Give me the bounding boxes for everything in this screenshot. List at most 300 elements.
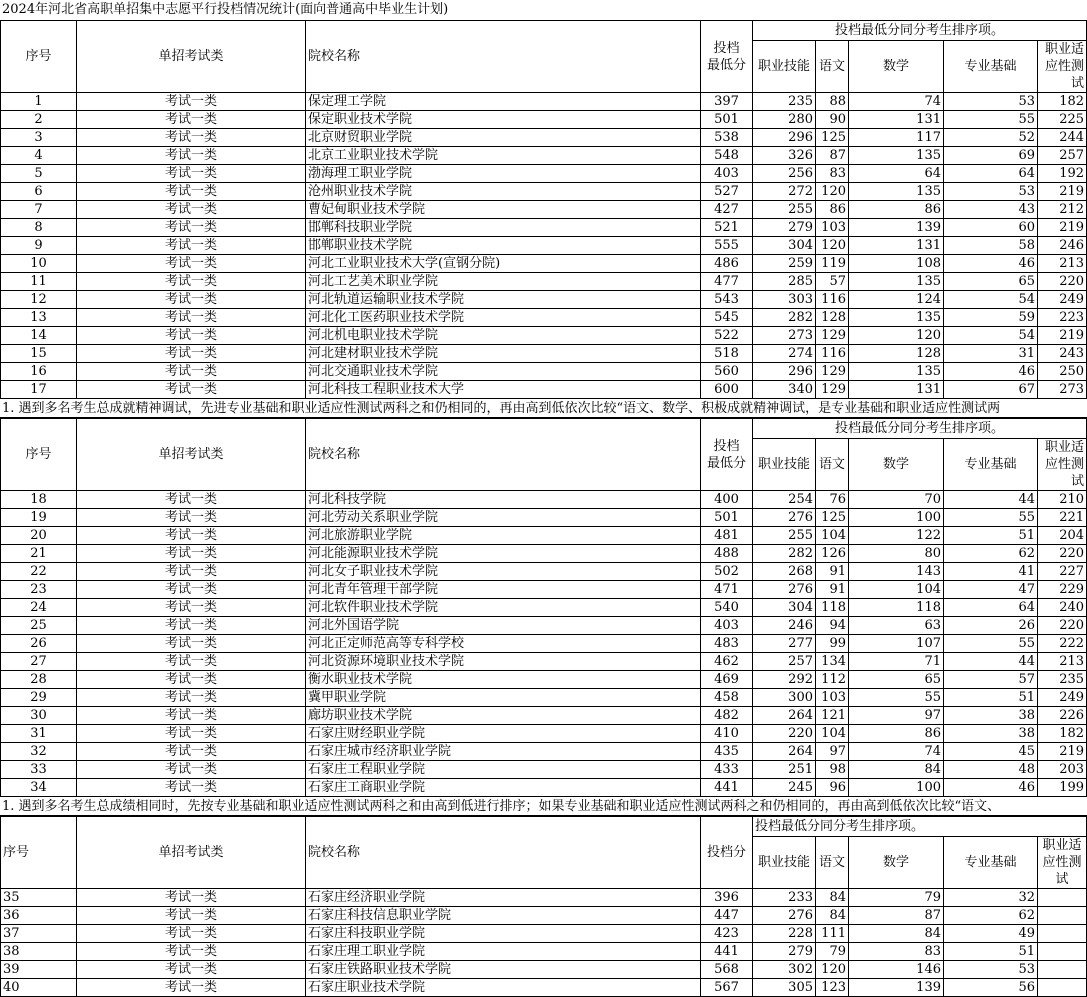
cell-category: 考试一类 <box>77 201 306 219</box>
cell-aptitude <box>1038 925 1087 943</box>
cell-skill: 259 <box>753 255 816 273</box>
cell-skill: 268 <box>753 563 816 581</box>
cell-basic: 53 <box>944 93 1038 111</box>
cell-aptitude: 221 <box>1038 509 1087 527</box>
cell-chinese: 84 <box>816 889 849 907</box>
cell-aptitude: 273 <box>1038 381 1087 399</box>
table-row <box>1 743 1087 761</box>
cell-category: 考试一类 <box>77 925 306 943</box>
cell-math: 118 <box>849 599 944 617</box>
cell-skill: 285 <box>753 273 816 291</box>
cell-chinese: 86 <box>816 201 849 219</box>
cell-min-score: 441 <box>701 943 753 961</box>
header-skill: 职业技能 <box>753 837 816 889</box>
table-row <box>1 725 1087 743</box>
table-row <box>1 255 1087 273</box>
cell-aptitude: 213 <box>1038 653 1087 671</box>
cell-aptitude: 227 <box>1038 563 1087 581</box>
cell-math: 122 <box>849 527 944 545</box>
cell-basic: 46 <box>944 255 1038 273</box>
header-skill: 职业技能 <box>753 41 816 93</box>
cell-seq: 14 <box>1 327 77 345</box>
table-row <box>1 291 1087 309</box>
cell-seq: 4 <box>1 147 77 165</box>
cell-basic: 43 <box>944 201 1038 219</box>
cell-math: 131 <box>849 237 944 255</box>
cell-aptitude: 204 <box>1038 527 1087 545</box>
cell-skill: 302 <box>753 961 816 979</box>
table-row <box>1 491 1087 509</box>
cell-category: 考试一类 <box>77 707 306 725</box>
header-min-score: 投档分 <box>701 817 753 889</box>
cell-min-score: 521 <box>701 219 753 237</box>
cell-seq: 31 <box>1 725 77 743</box>
cell-min-score: 527 <box>701 183 753 201</box>
cell-aptitude: 199 <box>1038 779 1087 797</box>
cell-school: 河北工业职业技术大学(宣钢分院) <box>306 255 701 273</box>
cell-aptitude: 229 <box>1038 581 1087 599</box>
cell-chinese: 103 <box>816 219 849 237</box>
cell-seq: 32 <box>1 743 77 761</box>
cell-basic: 41 <box>944 563 1038 581</box>
cell-school: 石家庄经济职业学院 <box>306 889 701 907</box>
cell-aptitude: 240 <box>1038 599 1087 617</box>
cell-skill: 245 <box>753 779 816 797</box>
cell-chinese: 128 <box>816 309 849 327</box>
cell-school: 衡水职业技术学院 <box>306 671 701 689</box>
cell-min-score: 403 <box>701 165 753 183</box>
header-math: 数学 <box>849 439 944 491</box>
cell-category: 考试一类 <box>77 237 306 255</box>
cell-basic: 46 <box>944 779 1038 797</box>
cell-skill: 276 <box>753 509 816 527</box>
cell-aptitude: 212 <box>1038 201 1087 219</box>
cell-aptitude: 235 <box>1038 671 1087 689</box>
cell-min-score: 435 <box>701 743 753 761</box>
cell-category: 考试一类 <box>77 979 306 997</box>
cell-chinese: 88 <box>816 93 849 111</box>
cell-math: 146 <box>849 961 944 979</box>
cell-skill: 228 <box>753 925 816 943</box>
cell-chinese: 116 <box>816 345 849 363</box>
cell-basic: 56 <box>944 979 1038 997</box>
cell-min-score: 400 <box>701 491 753 509</box>
cell-basic: 32 <box>944 889 1038 907</box>
cell-basic: 44 <box>944 653 1038 671</box>
cell-min-score: 560 <box>701 363 753 381</box>
table-row <box>1 979 1087 997</box>
cell-aptitude: 220 <box>1038 617 1087 635</box>
cell-skill: 246 <box>753 617 816 635</box>
cell-category: 考试一类 <box>77 635 306 653</box>
cell-school: 石家庄铁路职业技术学院 <box>306 961 701 979</box>
header-min-score <box>701 21 753 93</box>
cell-school: 河北外国语学院 <box>306 617 701 635</box>
cell-category: 考试一类 <box>77 617 306 635</box>
cell-min-score: 488 <box>701 545 753 563</box>
cell-min-score: 501 <box>701 111 753 129</box>
cell-school: 河北劳动关系职业学院 <box>306 509 701 527</box>
cell-seq: 25 <box>1 617 77 635</box>
cell-aptitude: 250 <box>1038 363 1087 381</box>
footnote-2: 1. 遇到多名考生总成绩相同时，先按专业基础和职业适应性测试两科之和由高到低进行排序；如果专业基础和职业适应性测试两科之和仍相同的，再由高到低依次比较“语文、 <box>0 797 1087 816</box>
cell-basic: 51 <box>944 943 1038 961</box>
cell-aptitude: 257 <box>1038 147 1087 165</box>
cell-aptitude: 219 <box>1038 743 1087 761</box>
cell-chinese: 120 <box>816 183 849 201</box>
cell-skill: 235 <box>753 93 816 111</box>
cell-math: 135 <box>849 183 944 201</box>
header-math: 数学 <box>849 41 944 93</box>
cell-category: 考试一类 <box>77 183 306 201</box>
cell-math: 84 <box>849 925 944 943</box>
cell-category: 考试一类 <box>77 111 306 129</box>
cell-math: 131 <box>849 111 944 129</box>
cell-min-score: 600 <box>701 381 753 399</box>
cell-math: 97 <box>849 707 944 725</box>
cell-category: 考试一类 <box>77 93 306 111</box>
cell-min-score: 410 <box>701 725 753 743</box>
cell-aptitude <box>1038 889 1087 907</box>
cell-basic: 62 <box>944 545 1038 563</box>
table-row <box>1 599 1087 617</box>
table-row <box>1 635 1087 653</box>
cell-math: 86 <box>849 725 944 743</box>
table-row <box>1 237 1087 255</box>
cell-chinese: 91 <box>816 581 849 599</box>
cell-math: 64 <box>849 165 944 183</box>
header-basic: 专业基础 <box>944 837 1038 889</box>
cell-seq: 39 <box>1 961 77 979</box>
page-title: 2024年河北省高职单招集中志愿平行投档情况统计(面向普通高中毕业生计划) <box>2 2 449 17</box>
table-row <box>1 671 1087 689</box>
cell-category: 考试一类 <box>77 689 306 707</box>
cell-aptitude: 219 <box>1038 327 1087 345</box>
cell-school: 渤海理工职业学院 <box>306 165 701 183</box>
cell-seq: 6 <box>1 183 77 201</box>
cell-chinese: 98 <box>816 761 849 779</box>
cell-math: 135 <box>849 147 944 165</box>
cell-chinese: 90 <box>816 111 849 129</box>
cell-aptitude: 249 <box>1038 689 1087 707</box>
cell-category: 考试一类 <box>77 527 306 545</box>
cell-min-score: 545 <box>701 309 753 327</box>
cell-math: 80 <box>849 545 944 563</box>
cell-min-score: 540 <box>701 599 753 617</box>
cell-seq: 38 <box>1 943 77 961</box>
cell-min-score: 543 <box>701 291 753 309</box>
cell-min-score: 396 <box>701 889 753 907</box>
cell-skill: 303 <box>753 291 816 309</box>
cell-school: 河北资源环境职业技术学院 <box>306 653 701 671</box>
cell-basic: 31 <box>944 345 1038 363</box>
cell-basic: 47 <box>944 581 1038 599</box>
table-row <box>1 309 1087 327</box>
header-category: 单招考试类 <box>77 21 306 93</box>
cell-chinese: 129 <box>816 381 849 399</box>
cell-skill: 279 <box>753 943 816 961</box>
footnote-1: 1. 遇到多名考生总成就精神调试，先进专业基础和职业适应性测试两科之和仍相同的，再由高到低依次比较“语文、数学、积极成就精神调试，是专业基础和职业适应性测试两 <box>0 399 1087 418</box>
cell-basic: 53 <box>944 961 1038 979</box>
cell-school: 石家庄城市经济职业学院 <box>306 743 701 761</box>
cell-aptitude: 249 <box>1038 291 1087 309</box>
header-basic: 专业基础 <box>944 41 1038 93</box>
cell-seq: 21 <box>1 545 77 563</box>
cell-seq: 26 <box>1 635 77 653</box>
cell-aptitude: 203 <box>1038 761 1087 779</box>
cell-math: 70 <box>849 491 944 509</box>
cell-min-score: 538 <box>701 129 753 147</box>
cell-basic: 44 <box>944 491 1038 509</box>
cell-aptitude: 243 <box>1038 345 1087 363</box>
cell-min-score: 462 <box>701 653 753 671</box>
cell-basic: 69 <box>944 147 1038 165</box>
cell-aptitude: 220 <box>1038 545 1087 563</box>
cell-chinese: 96 <box>816 779 849 797</box>
cell-skill: 272 <box>753 183 816 201</box>
cell-basic: 48 <box>944 761 1038 779</box>
table-row <box>1 779 1087 797</box>
cell-seq: 5 <box>1 165 77 183</box>
cell-aptitude <box>1038 907 1087 925</box>
cell-school: 保定职业技术学院 <box>306 111 701 129</box>
score-table-2 <box>0 418 1087 797</box>
table-row <box>1 563 1087 581</box>
cell-chinese: 104 <box>816 725 849 743</box>
cell-seq: 29 <box>1 689 77 707</box>
cell-math: 55 <box>849 689 944 707</box>
cell-basic: 26 <box>944 617 1038 635</box>
cell-math: 107 <box>849 635 944 653</box>
cell-category: 考试一类 <box>77 381 306 399</box>
cell-category: 考试一类 <box>77 779 306 797</box>
cell-chinese: 125 <box>816 129 849 147</box>
cell-chinese: 126 <box>816 545 849 563</box>
cell-school: 河北正定师范高等专科学校 <box>306 635 701 653</box>
table-row <box>1 129 1087 147</box>
cell-skill: 254 <box>753 491 816 509</box>
cell-seq: 35 <box>1 889 77 907</box>
cell-school: 河北软件职业技术学院 <box>306 599 701 617</box>
cell-skill: 282 <box>753 545 816 563</box>
cell-category: 考试一类 <box>77 491 306 509</box>
cell-chinese: 83 <box>816 165 849 183</box>
cell-math: 71 <box>849 653 944 671</box>
table-row <box>1 545 1087 563</box>
cell-seq: 3 <box>1 129 77 147</box>
header-min-score <box>701 419 753 491</box>
cell-category: 考试一类 <box>77 309 306 327</box>
cell-chinese: 116 <box>816 291 849 309</box>
cell-chinese: 129 <box>816 327 849 345</box>
table-row <box>1 327 1087 345</box>
header-chinese: 语文 <box>816 837 849 889</box>
table-row <box>1 761 1087 779</box>
cell-school: 河北工艺美术职业学院 <box>306 273 701 291</box>
cell-basic: 55 <box>944 509 1038 527</box>
cell-skill: 264 <box>753 707 816 725</box>
cell-skill: 257 <box>753 653 816 671</box>
cell-chinese: 94 <box>816 617 849 635</box>
cell-math: 63 <box>849 617 944 635</box>
cell-category: 考试一类 <box>77 943 306 961</box>
cell-math: 74 <box>849 743 944 761</box>
cell-school: 北京工业职业技术学院 <box>306 147 701 165</box>
cell-school: 河北建材职业技术学院 <box>306 345 701 363</box>
cell-aptitude <box>1038 979 1087 997</box>
cell-seq: 15 <box>1 345 77 363</box>
cell-aptitude: 210 <box>1038 491 1087 509</box>
header-min-score-line1: 投档 <box>713 438 740 454</box>
cell-school: 河北化工医药职业技术学院 <box>306 309 701 327</box>
cell-chinese: 91 <box>816 563 849 581</box>
cell-category: 考试一类 <box>77 545 306 563</box>
cell-min-score: 567 <box>701 979 753 997</box>
cell-seq: 36 <box>1 907 77 925</box>
cell-basic: 65 <box>944 273 1038 291</box>
cell-category: 考试一类 <box>77 563 306 581</box>
cell-school: 河北能源职业技术学院 <box>306 545 701 563</box>
cell-min-score: 471 <box>701 581 753 599</box>
cell-school: 石家庄科技职业学院 <box>306 925 701 943</box>
cell-category: 考试一类 <box>77 743 306 761</box>
cell-min-score: 548 <box>701 147 753 165</box>
cell-basic: 45 <box>944 743 1038 761</box>
cell-math: 100 <box>849 779 944 797</box>
header-tiebreak-group: 投档最低分同分考生排序项。 <box>753 21 1087 41</box>
cell-basic: 58 <box>944 237 1038 255</box>
table-row <box>1 345 1087 363</box>
table-row <box>1 509 1087 527</box>
cell-skill: 274 <box>753 345 816 363</box>
table-row <box>1 147 1087 165</box>
cell-chinese: 120 <box>816 237 849 255</box>
cell-school: 河北青年管理干部学院 <box>306 581 701 599</box>
table-row <box>1 273 1087 291</box>
cell-seq: 1 <box>1 93 77 111</box>
table-row <box>1 165 1087 183</box>
cell-math: 86 <box>849 201 944 219</box>
score-table-1 <box>0 20 1087 399</box>
cell-aptitude <box>1038 961 1087 979</box>
cell-math: 139 <box>849 979 944 997</box>
table-row <box>1 111 1087 129</box>
cell-aptitude: 226 <box>1038 707 1087 725</box>
cell-basic: 57 <box>944 671 1038 689</box>
cell-seq: 40 <box>1 979 77 997</box>
cell-basic: 67 <box>944 381 1038 399</box>
cell-aptitude: 213 <box>1038 255 1087 273</box>
header-category: 单招考试类 <box>77 419 306 491</box>
table-row <box>1 527 1087 545</box>
cell-min-score: 481 <box>701 527 753 545</box>
cell-min-score: 427 <box>701 201 753 219</box>
cell-aptitude: 244 <box>1038 129 1087 147</box>
cell-category: 考试一类 <box>77 907 306 925</box>
cell-skill: 292 <box>753 671 816 689</box>
cell-category: 考试一类 <box>77 129 306 147</box>
cell-math: 120 <box>849 327 944 345</box>
cell-category: 考试一类 <box>77 725 306 743</box>
cell-skill: 251 <box>753 761 816 779</box>
cell-aptitude <box>1038 943 1087 961</box>
cell-basic: 59 <box>944 309 1038 327</box>
cell-school: 河北科技工程职业技术大学 <box>306 381 701 399</box>
cell-chinese: 120 <box>816 961 849 979</box>
cell-school: 石家庄财经职业学院 <box>306 725 701 743</box>
cell-category: 考试一类 <box>77 363 306 381</box>
cell-basic: 51 <box>944 527 1038 545</box>
cell-chinese: 84 <box>816 907 849 925</box>
table-row <box>1 581 1087 599</box>
cell-skill: 276 <box>753 907 816 925</box>
cell-min-score: 423 <box>701 925 753 943</box>
cell-aptitude: 182 <box>1038 725 1087 743</box>
cell-chinese: 97 <box>816 743 849 761</box>
header-tiebreak-group: 投档最低分同分考生排序项。 <box>753 419 1087 439</box>
cell-school: 河北科技学院 <box>306 491 701 509</box>
cell-min-score: 447 <box>701 907 753 925</box>
cell-skill: 340 <box>753 381 816 399</box>
cell-seq: 8 <box>1 219 77 237</box>
header-seq: 序号 <box>1 817 77 889</box>
cell-skill: 300 <box>753 689 816 707</box>
cell-skill: 264 <box>753 743 816 761</box>
cell-math: 131 <box>849 381 944 399</box>
cell-school: 河北女子职业技术学院 <box>306 563 701 581</box>
cell-category: 考试一类 <box>77 273 306 291</box>
cell-seq: 19 <box>1 509 77 527</box>
cell-skill: 296 <box>753 363 816 381</box>
table-row <box>1 925 1087 943</box>
cell-min-score: 522 <box>701 327 753 345</box>
cell-school: 保定理工学院 <box>306 93 701 111</box>
table-row <box>1 943 1087 961</box>
cell-category: 考试一类 <box>77 671 306 689</box>
cell-chinese: 125 <box>816 509 849 527</box>
table-row <box>1 907 1087 925</box>
header-aptitude: 职业适应性测试 <box>1038 439 1087 491</box>
cell-category: 考试一类 <box>77 961 306 979</box>
header-aptitude: 职业适应性测试 <box>1038 837 1087 889</box>
table-row <box>1 183 1087 201</box>
cell-min-score: 486 <box>701 255 753 273</box>
cell-school: 邯郸科技职业学院 <box>306 219 701 237</box>
cell-seq: 10 <box>1 255 77 273</box>
cell-skill: 304 <box>753 237 816 255</box>
cell-school: 河北机电职业技术学院 <box>306 327 701 345</box>
cell-min-score: 483 <box>701 635 753 653</box>
cell-skill: 273 <box>753 327 816 345</box>
cell-min-score: 568 <box>701 961 753 979</box>
table-row <box>1 653 1087 671</box>
header-chinese: 语文 <box>816 439 849 491</box>
cell-math: 87 <box>849 907 944 925</box>
cell-category: 考试一类 <box>77 509 306 527</box>
cell-math: 124 <box>849 291 944 309</box>
table-row <box>1 219 1087 237</box>
cell-school: 石家庄理工职业学院 <box>306 943 701 961</box>
cell-seq: 22 <box>1 563 77 581</box>
cell-basic: 64 <box>944 165 1038 183</box>
cell-chinese: 87 <box>816 147 849 165</box>
table-row <box>1 689 1087 707</box>
header-seq: 序号 <box>1 419 77 491</box>
header-school: 院校名称 <box>306 817 701 889</box>
cell-category: 考试一类 <box>77 653 306 671</box>
cell-chinese: 104 <box>816 527 849 545</box>
cell-chinese: 123 <box>816 979 849 997</box>
